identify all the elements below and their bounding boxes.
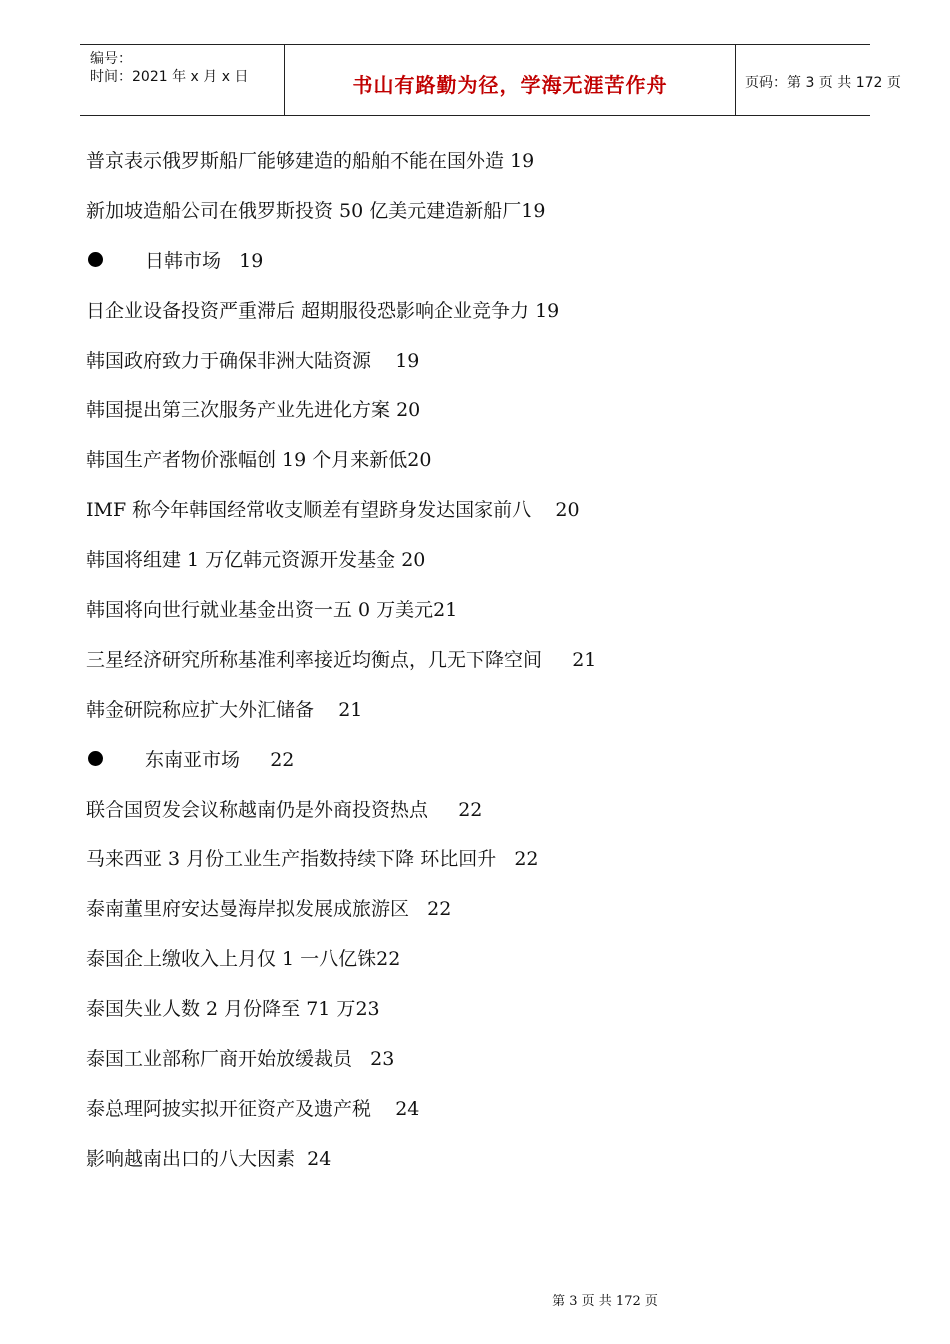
toc-entry-page: 22 xyxy=(270,748,295,771)
toc-entry[interactable] xyxy=(86,486,876,536)
toc-entry-title: 泰南董里府安达曼海岸拟发展成旅游区 xyxy=(86,898,410,921)
toc-entry-separator xyxy=(531,499,555,521)
toc-entry[interactable] xyxy=(86,1035,876,1085)
toc-entry-title: 韩国生产者物价涨幅创 19 个月来新低 xyxy=(86,449,408,472)
toc-entry-title: 三星经济研究所称基准利率接近均衡点，几无下降空间 xyxy=(86,648,543,671)
toc-section-heading[interactable] xyxy=(86,736,876,786)
toc-entry-page: 19 xyxy=(535,299,560,322)
header-motto-cell xyxy=(284,45,736,115)
bullet-icon xyxy=(88,751,103,766)
toc-entry-page: 21 xyxy=(572,648,597,671)
toc-entry[interactable] xyxy=(86,187,876,237)
toc-entry[interactable] xyxy=(86,287,876,337)
toc-entry-title: 泰国企上缴收入上月仅 1 一八亿铢 xyxy=(86,948,377,971)
toc-entry[interactable] xyxy=(86,337,876,387)
toc-entry-page: 22 xyxy=(458,798,483,821)
toc-entry-page: 23 xyxy=(355,998,380,1021)
toc-entry-separator xyxy=(295,1148,307,1170)
toc-entry-separator xyxy=(371,1098,395,1120)
toc-entry[interactable] xyxy=(86,935,876,985)
toc-entry-separator xyxy=(314,699,338,721)
toc-entry-separator xyxy=(240,749,270,771)
toc-entry[interactable] xyxy=(86,636,876,686)
toc-entry-title: 泰国工业部称厂商开始放缓裁员 xyxy=(86,1048,353,1071)
toc-entry[interactable] xyxy=(86,137,876,187)
toc-entry-separator xyxy=(352,1048,370,1070)
toc-entry[interactable] xyxy=(86,536,876,586)
page-info: 页码：第 3 页 共 172 页 xyxy=(745,75,901,91)
toc-entry-page: 19 xyxy=(521,199,546,222)
toc-entry-page: 20 xyxy=(555,499,580,522)
toc-entry[interactable] xyxy=(86,436,876,486)
toc-entry-title: 泰总理阿披实拟开征资产及遗产税 xyxy=(86,1097,372,1120)
header-page-cell xyxy=(735,45,901,115)
toc-entry-page: 19 xyxy=(239,249,264,272)
toc-entry-title: 联合国贸发会议称越南仍是外商投资热点 xyxy=(86,798,429,821)
toc-entry-title: 韩国提出第三次服务产业先进化方案 xyxy=(86,399,391,422)
toc-entry-title: 泰国失业人数 2 月份降至 71 万 xyxy=(86,998,356,1021)
page-header xyxy=(80,44,901,116)
code-label: 编号： xyxy=(90,51,132,67)
toc-entry-page: 24 xyxy=(307,1147,332,1170)
toc-entry-separator xyxy=(409,898,427,920)
toc-entry[interactable] xyxy=(86,885,876,935)
toc-entry[interactable] xyxy=(86,1085,876,1135)
toc-entry-title: 新加坡造船公司在俄罗斯投资 50 亿美元建造新船厂 xyxy=(86,199,522,222)
toc-entry-page: 20 xyxy=(396,399,421,422)
toc-entry-title: 韩国政府致力于确保非洲大陆资源 xyxy=(86,349,372,372)
toc-entry-title: IMF 称今年韩国经常收支顺差有望跻身发达国家前八 xyxy=(86,499,532,522)
toc-entry-title: 日韩市场 xyxy=(145,249,222,272)
toc-entry-page: 24 xyxy=(395,1097,420,1120)
toc-entry-separator xyxy=(221,250,239,272)
toc-entry[interactable] xyxy=(86,835,876,885)
toc-entry-title: 韩国将向世行就业基金出资一五 0 万美元 xyxy=(86,599,434,622)
toc-entry[interactable] xyxy=(86,985,876,1035)
toc-entry-title: 马来西亚 3 月份工业生产指数持续下降 环比回升 xyxy=(86,848,497,871)
toc-entry-page: 20 xyxy=(407,449,432,472)
toc-entry-title: 普京表示俄罗斯船厂能够建造的船舶不能在国外造 xyxy=(86,150,505,172)
toc-entry[interactable] xyxy=(86,586,876,636)
motto-text: 书山有路勤为径，学海无涯苦作舟 xyxy=(352,73,668,97)
toc-entry-separator xyxy=(542,649,572,671)
toc-entry-page: 19 xyxy=(395,349,420,372)
toc-entry-page: 19 xyxy=(510,150,535,172)
table-of-contents xyxy=(86,137,876,1185)
bullet-icon xyxy=(88,252,103,267)
toc-entry[interactable] xyxy=(86,386,876,436)
toc-entry-page: 21 xyxy=(433,599,458,622)
toc-entry-title: 韩国将组建 1 万亿韩元资源开发基金 xyxy=(86,549,396,572)
header-meta xyxy=(80,45,284,115)
toc-entry-title: 日企业设备投资严重滞后 超期服役恐影响企业竞争力 xyxy=(86,299,530,322)
toc-section-heading[interactable] xyxy=(86,237,876,287)
toc-entry-page: 22 xyxy=(376,948,401,971)
toc-entry-title: 东南亚市场 xyxy=(145,748,241,771)
toc-entry-title: 韩金研院称应扩大外汇储备 xyxy=(86,698,315,721)
toc-entry-page: 21 xyxy=(338,698,363,721)
toc-entry-page: 22 xyxy=(514,848,539,871)
toc-entry[interactable] xyxy=(86,686,876,736)
toc-entry-page: 22 xyxy=(427,898,452,921)
toc-entry[interactable] xyxy=(86,1135,876,1185)
toc-entry[interactable] xyxy=(86,786,876,836)
toc-entry-separator xyxy=(428,799,458,821)
toc-entry-page: 23 xyxy=(370,1048,395,1071)
toc-entry-separator xyxy=(371,350,395,372)
toc-entry-page: 20 xyxy=(401,549,426,572)
time-label: 时间：2021 年 x 月 x 日 xyxy=(90,69,249,85)
page-footer: 第 3 页 共 172 页 xyxy=(552,1294,658,1309)
toc-entry-separator xyxy=(496,848,514,870)
toc-entry-title: 影响越南出口的八大因素 xyxy=(86,1147,296,1170)
